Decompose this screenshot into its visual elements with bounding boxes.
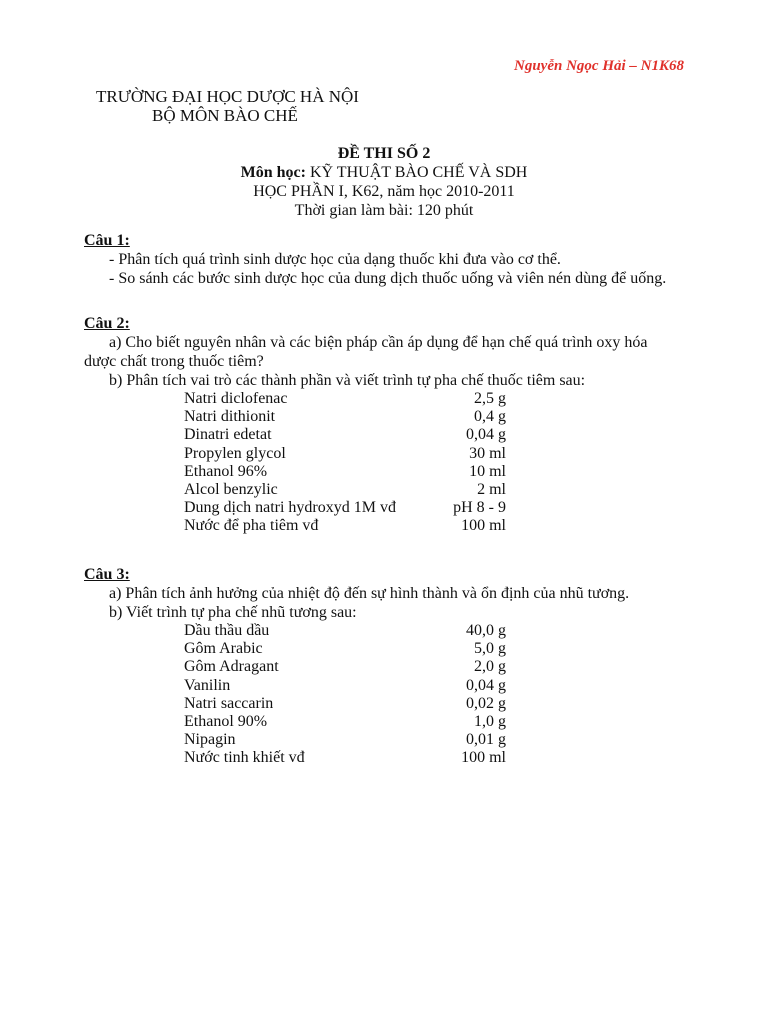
subject-label: Môn học:	[240, 164, 306, 181]
table-row	[184, 445, 506, 463]
ingredient-qty: 100 ml	[461, 749, 506, 767]
ingredient-qty: 0,4 g	[474, 408, 506, 426]
ingredient-qty: 40,0 g	[466, 622, 506, 639]
table-row	[184, 481, 506, 499]
table-row	[184, 463, 506, 481]
ingredient-name: Dinatri edetat	[184, 426, 272, 444]
ingredient-qty: 1,0 g	[474, 713, 506, 731]
question-2	[84, 314, 704, 536]
ingredient-name: Propylen glycol	[184, 444, 286, 462]
exam-duration: Thời gian làm bài: 120 phút	[294, 202, 474, 219]
emulsion-formula-table	[184, 622, 506, 768]
question-3	[84, 565, 704, 768]
question-2-part-a-cont: dược chất trong thuốc tiêm?	[84, 353, 264, 370]
table-row	[184, 731, 506, 749]
department-name: BỘ MÔN BÀO CHẾ	[152, 106, 298, 125]
ingredient-name: Nước tinh khiết vđ	[184, 749, 305, 767]
ingredient-name: Nước để pha tiêm vđ	[184, 517, 319, 535]
ingredient-qty: 2,5 g	[474, 390, 506, 407]
ingredient-name: Gôm Arabic	[184, 640, 263, 658]
question-2-part-a: a) Cho biết nguyên nhân và các biện pháp cần áp dụng để hạn chế quá trình oxy hóa	[109, 334, 648, 351]
ingredient-name: Ethanol 90%	[184, 713, 268, 731]
question-1-heading: Câu 1:	[84, 232, 130, 249]
table-row	[184, 677, 506, 695]
table-row	[184, 640, 506, 658]
table-row	[184, 713, 506, 731]
table-row	[184, 390, 506, 408]
ingredient-name: Nipagin	[184, 731, 236, 749]
question-2-heading: Câu 2:	[84, 315, 130, 332]
ingredient-name: Dung dịch natri hydroxyd 1M vđ	[184, 499, 396, 517]
ingredient-qty: 0,02 g	[466, 694, 506, 712]
author-signature: Nguyễn Ngọc Hải – N1K68	[514, 58, 684, 74]
table-row	[184, 499, 506, 517]
ingredient-name: Natri diclofenac	[184, 390, 288, 407]
question-3-heading: Câu 3:	[84, 566, 130, 583]
question-1-line: - So sánh các bước sinh dược học của dung dịch thuốc uống và viên nén dùng để uống.	[109, 270, 667, 287]
ingredient-qty: 5,0 g	[474, 640, 506, 658]
ingredient-qty: 10 ml	[469, 462, 506, 480]
ingredient-qty: 0,04 g	[466, 676, 506, 694]
exam-subject	[0, 163, 768, 182]
question-3-part-b: b) Viết trình tự pha chế nhũ tương sau:	[109, 604, 357, 621]
injection-formula-table	[184, 390, 506, 536]
question-1	[84, 231, 704, 288]
ingredient-name: Gôm Adragant	[184, 658, 279, 676]
ingredient-qty: 2,0 g	[474, 658, 506, 676]
question-1-line: - Phân tích quá trình sinh dược học của dạng thuốc khi đưa vào cơ thể.	[109, 251, 561, 268]
table-row	[184, 517, 506, 535]
exam-title: ĐỀ THI SỐ 2	[337, 145, 431, 162]
ingredient-name: Ethanol 96%	[184, 462, 268, 480]
table-row	[184, 408, 506, 426]
ingredient-qty: 0,01 g	[466, 731, 506, 749]
ingredient-qty: 0,04 g	[466, 426, 506, 444]
question-2-part-b: b) Phân tích vai trò các thành phần và viết trình tự pha chế thuốc tiêm sau:	[109, 372, 586, 389]
school-name: TRƯỜNG ĐẠI HỌC DƯỢC HÀ NỘI	[96, 87, 359, 106]
exam-header	[0, 144, 768, 220]
ingredient-qty: 100 ml	[461, 517, 506, 535]
table-row	[184, 622, 506, 640]
question-3-part-a: a) Phân tích ảnh hưởng của nhiệt độ đến sự hình thành và ổn định của nhũ tương.	[109, 585, 630, 602]
ingredient-qty: pH 8 - 9	[453, 499, 506, 517]
ingredient-qty: 30 ml	[469, 444, 506, 462]
ingredient-name: Natri dithionit	[184, 408, 276, 426]
subject-name: KỸ THUẬT BÀO CHẾ VÀ SDH	[305, 164, 528, 181]
table-row	[184, 749, 506, 767]
ingredient-name: Dầu thầu dầu	[184, 622, 270, 639]
ingredient-qty: 2 ml	[477, 481, 506, 499]
table-row	[184, 426, 506, 444]
ingredient-name: Natri saccarin	[184, 694, 274, 712]
table-row	[184, 695, 506, 713]
ingredient-name: Alcol benzylic	[184, 481, 278, 499]
exam-term: HỌC PHẦN I, K62, năm học 2010-2011	[253, 183, 515, 200]
ingredient-name: Vanilin	[184, 676, 231, 694]
table-row	[184, 658, 506, 676]
